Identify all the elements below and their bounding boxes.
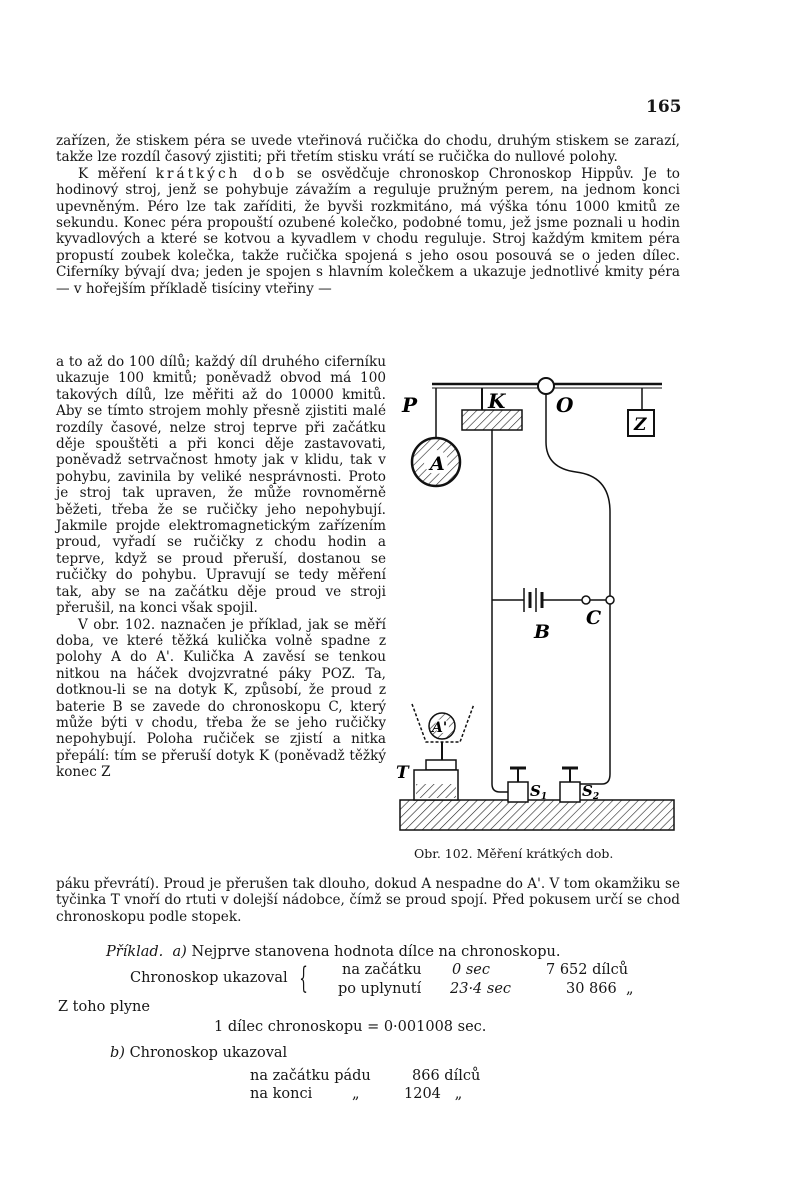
brace: { (299, 961, 308, 996)
label-b: B (534, 621, 551, 643)
label-a-prime: A' (432, 720, 448, 736)
wire-right (546, 394, 610, 784)
bottom-paragraph: páku převrátí). Proud je přerušen tak dlouho, dokud A nespadne do A'. V tom okamžiku se tyčinka T vnoří do rtuti v dolejší nádobce, čímž se proud spojí. Před pokusem určí se chod chronoskopu podle stopek. (56, 876, 680, 925)
mercury-vessel (414, 770, 458, 800)
label-p: P (402, 393, 418, 417)
figure-102 (396, 372, 680, 842)
left-column-text (56, 354, 386, 781)
label-z: Z (634, 415, 647, 435)
lever-poz (432, 378, 662, 394)
row4-value: 1204 „ (404, 1086, 463, 1102)
row3-value: 866 dílců (412, 1068, 481, 1084)
row1-value: 7 652 dílců (546, 962, 629, 978)
figure-caption: Obr. 102. Měření krátkých dob. (414, 846, 614, 861)
row4-when: na konci (250, 1086, 313, 1102)
chronoscope-intro: Chronoskop Hippův. Je to hodinový stroj, jenž se pohybuje závažím a reguluje pružným perem, na jednom konci upevněným. Péro lze tak zaříditi, že byvši rozkmitáno, má výška tónu 1000 kmitů ze sekundu. Konec péra propouští ozubené kolečko, podobné tomu, jež jsme poznali u hodin kyvadlových a které se kotvou a kyvadlem v chodu reguluje. Stroj každým kmitem péra propustí zoubek kolečka, takže ručička spojená s jeho osou posouvá se o jeden dílec. Ciferníky bývají dva; jeden je spojen s hlavním kolečkem a ukazuje jednotlivé kmity péra — v hořejším příkladě tisíciny vteřiny — (56, 165, 680, 297)
row3-when: na začátku pádu (250, 1068, 371, 1084)
cup-a-prime (412, 704, 474, 770)
top-text-block (56, 133, 680, 297)
pivot-o (538, 378, 554, 394)
row2-value: 30 866 „ (566, 981, 634, 997)
paragraph-intro: zařízen, že stiskem péra se uvede vteřinová ručička do chodu, druhým stiskem se zarazí, takže lze rozdíl časový zjistiti; při třetím stisku vrátí se ručička do nullové polohy. (56, 133, 680, 166)
paragraph-dials: a to až do 100 dílů; každý díl druhého ciferníku ukazuje 100 kmitů; poněvadž obvod má 100 takových dílů, lze měřiti až do 10000 kmitů. Aby se tímto strojem mohly přesně zjistiti malé rozdíly časové, nelze stroj teprve při začátku děje spouštěti a při konci děje zastavovati, poněvadž setrvačnost hmoty jak v klidu, tak v pohybu, zavinila by veliké nesprávnosti. Proto je stroj tak upraven, že může rovnoměrně běžeti, třeba že se ručičky jeho nepohybují. Jakmile projde elektromagnetickým zařízením proud, vyřadí se ručičky z chodu hodin a teprve, když se proud přeruší, dostanou se ručičky do pohybu. Upravují se tedy měření tak, aby se na začátku děje proud ve stroji přerušil, na konci však spojil. (56, 354, 386, 617)
battery-b (492, 588, 582, 612)
row4-ditto: „ (352, 1086, 360, 1102)
wire-left (492, 430, 508, 792)
example-heading: Příklad. a) Nejprve stanovena hodnota dílce na chronoskopu. (106, 944, 561, 960)
chronoskop-label-a: Chronoskop ukazoval (130, 970, 288, 986)
row2-time: 23·4 sec (450, 981, 512, 997)
label-s2: $S_2$ (582, 782, 600, 802)
contact-k-block (462, 410, 522, 430)
switch-s2 (560, 768, 580, 802)
spaced-term: krátkých dob (155, 165, 288, 182)
label-o: O (556, 393, 574, 417)
label-s1: $S_1$ (530, 782, 548, 802)
paragraph-chronoscope: K měření krátkých dob se osvědčuje chronoskop Chronoskop Hippův. Je to hodinový stroj, jenž se pohybuje závažím a reguluje pružným perem, na jednom konci upevněným. Péro lze tak zaříditi, že byvši rozkmitáno, má výška tónu 1000 kmitů ze sekundu. Konec péra propouští ozubené kolečko, podobné tomu, jež jsme poznali u hodin kyvadlových a které se kotvou a kyvadlem v chodu reguluje. Stroj každým kmitem péra propustí zoubek kolečka, takže ručička spojená s jeho osou posouvá se o jeden dílec. Ciferníky bývají dva; jeden je spojen s hlavním kolečkem a ukazuje jednotlivé kmity péra — v hořejším příkladě tisíciny vteřiny — (56, 165, 680, 297)
label-a: A (430, 453, 445, 475)
example-b-heading: b) Chronoskop ukazoval (110, 1045, 288, 1061)
paragraph-example-setup: V obr. 102. naznačen je příklad, jak se měří doba, ve které těžká kulička volně spadne z polohy A do A'. Kulička A zavěsí se tenkou nitkou na háček dvojzvratné páky POZ. Ta, dotknou-li se na dotyk K, způsobí, že proud z baterie B se zavede do chronoskopu C, který může býti v chodu, třeba že se jeho ručičky nepohybují. Poloha ručiček se zjistí a nitka přepálí: tím se přeruší dotyk K (poněvadž těžký konec Z (56, 616, 386, 781)
base-board (400, 800, 674, 830)
label-c: C (586, 607, 602, 629)
switch-s1 (508, 768, 528, 802)
chronoscope-c (582, 596, 614, 604)
row1-time: 0 sec (452, 962, 490, 978)
label-t: T (396, 763, 409, 783)
row2-when: po uplynutí (338, 981, 422, 997)
label-k: K (488, 389, 506, 413)
page-number: 165 (646, 97, 682, 117)
equation: 1 dílec chronoskopu = 0·001008 sec. (214, 1019, 487, 1035)
conclusion: Z toho plyne (58, 999, 150, 1015)
row1-when: na začátku (342, 962, 422, 978)
